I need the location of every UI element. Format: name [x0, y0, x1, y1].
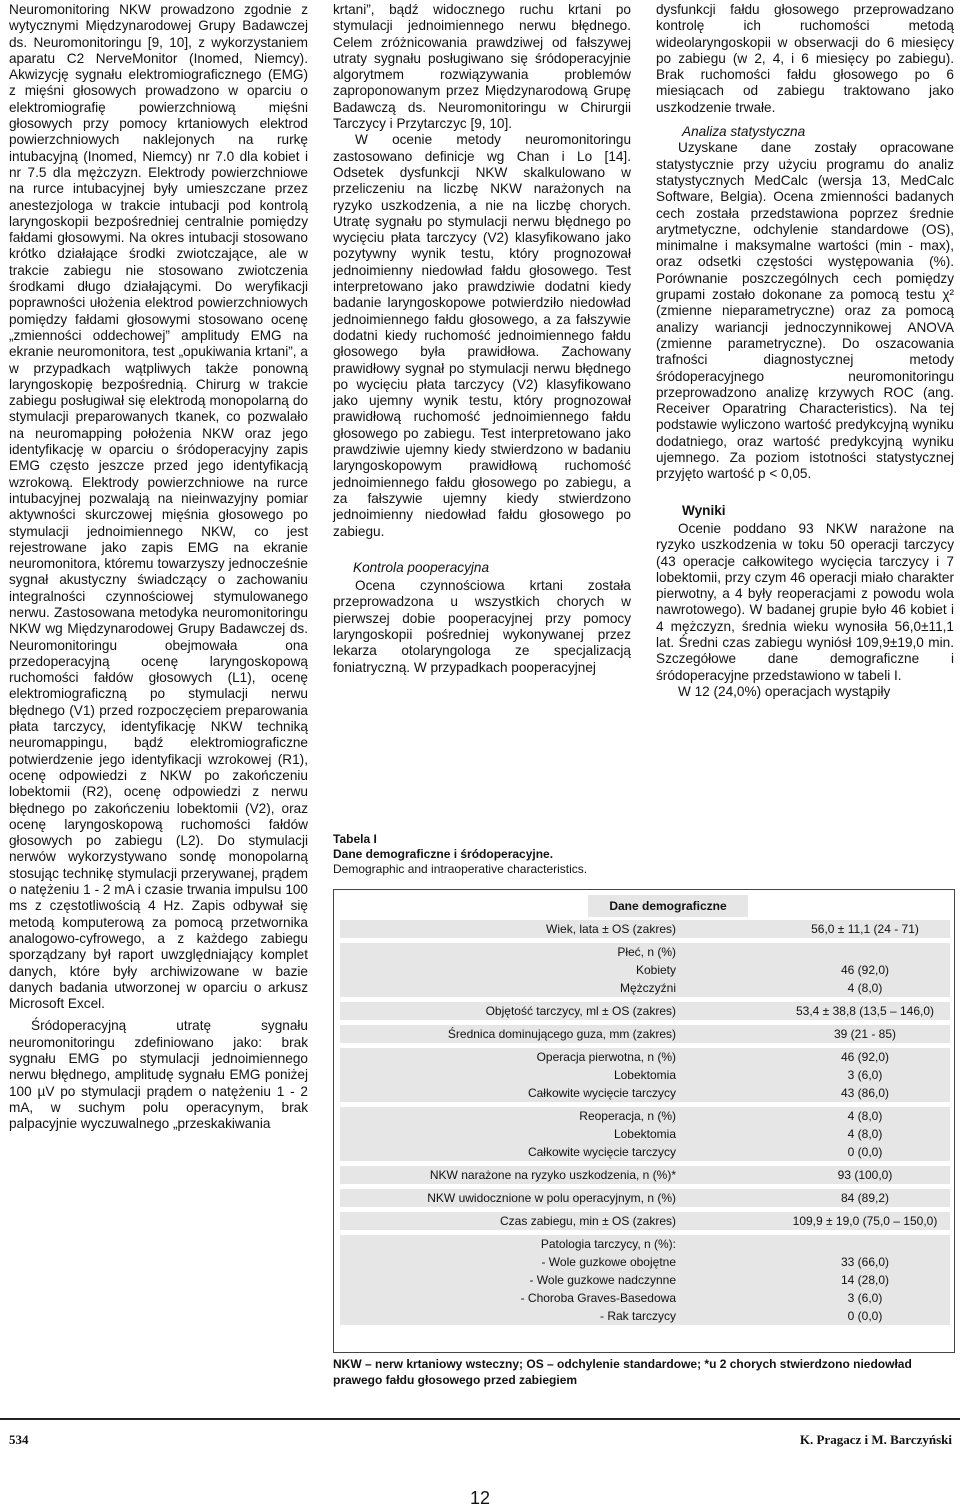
table-footnote: NKW – nerw krtaniowy wsteczny; OS – odchylenie standardowe; *u 2 chorych stwierdzono niedowład prawego fałdu głosowego przed zabiegiem: [333, 1357, 912, 1387]
row-label: Lobektomia: [613, 1127, 676, 1141]
table-title-en: Demographic and intraoperative characteristics.: [333, 862, 588, 876]
table-row: [340, 1307, 950, 1325]
table-title-pl: Dane demograficzne i śródoperacyjne.: [333, 847, 554, 861]
paragraph: W 12 (24,0%) operacjach wystąpiły: [678, 683, 891, 699]
row-label: NKW uwidocznione w polu operacyjnym, n (%): [427, 1191, 676, 1205]
row-label: Patologia tarczycy, n (%):: [540, 1237, 676, 1251]
running-authors: K. Pragacz i M. Barczyński: [799, 1432, 952, 1447]
table-row: [340, 1235, 950, 1253]
row-label: Mężczyźni: [619, 981, 676, 995]
page-number: 534: [9, 1432, 29, 1447]
row-value: 4 (8,0): [847, 981, 883, 995]
row-value: 43 (86,0): [840, 1086, 890, 1100]
row-value: 93 (100,0): [837, 1168, 893, 1182]
row-label: Lobektomia: [613, 1068, 676, 1082]
footer-divider: [0, 1418, 960, 1420]
table-row: [340, 1253, 950, 1271]
paragraph: krtani”, bądź widocznego ruchu krtani po stymulacji jednoimiennego nerwu błędnego. Celem zróżnicowania prawdziwej od fałszywej utraty sygnału posługiwano się śródoperacyjnie algorytmem rozwiązywania problemów zaproponowanym przez Międzynarodową Grupę Badawczą ds. Neuromonitoringu w Chirurgii Tarczycy i Przytarczyc [9, 10].: [333, 2, 631, 132]
row-value: 33 (66,0): [840, 1255, 890, 1269]
text-column-3: [656, 2, 954, 700]
table-row: [340, 1166, 950, 1184]
row-value: 14 (28,0): [840, 1273, 890, 1287]
row-label: Całkowite wycięcie tarczycy: [527, 1145, 676, 1159]
row-label: Objętość tarczycy, ml ± OS (zakres): [485, 1004, 676, 1018]
table-label: Tabela I: [333, 832, 377, 846]
row-label: - Wole guzkowe obojętne: [541, 1255, 676, 1269]
row-label: Średnica dominującego guza, mm (zakres): [447, 1027, 676, 1041]
section-heading: Kontrola pooperacyjna: [353, 559, 490, 575]
demographics-table: [333, 889, 955, 1353]
row-value: 4 (8,0): [847, 1109, 883, 1123]
row-label: Czas zabiegu, min ± OS (zakres): [500, 1214, 676, 1228]
row-label: Kobiety: [635, 963, 676, 977]
row-value: 84 (89,2): [840, 1191, 890, 1205]
bottom-page-number: 12: [469, 1488, 491, 1508]
row-label: Całkowite wycięcie tarczycy: [527, 1086, 676, 1100]
row-value: 46 (92,0): [840, 963, 890, 977]
table-row: [340, 943, 950, 961]
table-row: [340, 1107, 950, 1125]
row-label: - Choroba Graves-Basedowa: [520, 1291, 676, 1305]
row-value: 56,0 ± 11,1 (24 - 71): [811, 922, 919, 936]
paragraph: Śródoperacyjną utratę sygnału neuromonitoringu zdefiniowano jako: brak sygnału EMG po stymulacji jednoimiennego nerwu błędnego, amplitudę sygnału EMG poniżej 100 µV po stymulacji prądem o natężeniu 1 - 2 mA, w suchym polu operacynym, brak palpacyjnie wyczuwalnego „przeskakiwania: [9, 1018, 308, 1132]
table-row-group: [340, 1107, 950, 1161]
table-row: [340, 1002, 950, 1020]
table-row: [340, 1143, 950, 1161]
paragraph: W ocenie metody neuromonitoringu zastosowano definicje wg Chan i Lo [14]. Odsetek dysfunkcji NKW skalkulowano w przeliczeniu na liczbę NKW narażonych na ryzyko uszkodzenia, a nie na liczbę chorych. Utratę sygnału po stymulacji nerwu błędnego po wycięciu płata tarczycy (V2) klasyfikowano jako pozytywny wynik testu, który prognozował jednoimienny niedowład fałdu głosowego. Test interpretowano jako prawdziwie dodatni kiedy badanie laryngoskopowe potwierdziło niedowład jednoimiennego fałdu głosowego, a za fałszywie dodatni kiedy ruchomość jednoimiennego fałdu głosowego była prawidłowa. Zachowany prawidłowy sygnał po stymulacji nerwu błędnego po wycięciu płata tarczycy (V2) klasyfikowano jako ujemny wynik testu, który prognozował prawidłową ruchomość jednoimiennego fałdu głosowego po zabiegu. Test interpretowano jako prawdziwie ujemny kiedy stwierdzono w badaniu laryngoskopowym prawidłową ruchomość jednoimiennego fałdu głosowego po zabiegu, a za fałszywie ujemny kiedy stwierdzono jednoimienny niedowład fałdu głosowego po zabiegu.: [333, 132, 631, 539]
row-value: 53,4 ± 38,8 (13,5 – 146,0): [795, 1004, 935, 1018]
row-value: 3 (6,0): [847, 1068, 883, 1082]
table-header: Dane demograficzne: [588, 895, 748, 917]
row-label: Operacja pierwotna, n (%): [536, 1050, 676, 1064]
row-value: 4 (8,0): [847, 1127, 883, 1141]
table-row: [340, 1066, 950, 1084]
table-row: [340, 1189, 950, 1207]
row-label: Reoperacja, n (%): [579, 1109, 676, 1123]
paragraph: Neuromonitoring NKW prowadzono zgodnie z wytycznymi Międzynarodowej Grupy Badawczej ds. Neuromonitoringu [9, 10], z wykorzystaniem aparatu C2 NerveMonitor (Inomed, Niemcy). Akwizycję sygnału elektromiograficznego (EMG) z mięśni głosowych prowadzono w oparciu o elektromiografię powierzchniową mięśni głosowych przy pomocy krtaniowych elektrod powierzchniowych naklejonych na rurkę intubacyjną (Inomed, Niemcy) nr 7.0 dla kobiet i nr 7.5 dla mężczyzn. Elektrody powierzchniowe na rurce intubacyjnej były umieszczane przez anestezjologa w trakcie intubacji pod kontrolą laryngoskopii bezpośredniej centralnie pomiędzy fałdami głosowymi. Na okres intubacji stosowano krótko działające środki zwiotczające, ale w trakcie zabiegu nie stosowano zwiotczenia środkami długo działającymi. Do weryfikacji poprawności ułożenia elektrod powierzchniowych pomiędzy fałdami głosowymi stosowano ocenę „zmienności oddechowej” amplitudy EMG na ekranie neuromonitora, test „opukiwania krtani”, a w przypadkach wątpliwych także ponowną laryngoskopię bezpośrednią. Chirurg w trakcie zabiegu posługiwał się elektrodą monopolarną do stymulacji preparowanych tkanek, co pozwalało na neuromapping położenia NKW oraz jego identyfikację w oparciu o śródoperacyjny zapis EMG często jeszcze przed jego identyfikacją wzrokową. Elektrody powierzchniowe na rurce intubacyjnej pozwalają na nieinwazyjny pomiar aktywności skurczowej mięśnia głosowego po stymulacji jednoimiennego NKW, co jest rejestrowane jako zapis EMG na ekranie neuromonitora, któremu towarzyszy jednocześnie sygnał akustyczny świadczący o zachowaniu integralności czynnościowej stymulowanego nerwu. Zastosowana metodyka neuromonitoringu NKW wg Międzynarodowej Grupy Badawczej ds. Neuromonitoringu obejmowała ona przedoperacyjną ocenę laryngoskopową ruchomości fałdów głosowych (L1), ocenę elektromiograficzną po stymulacji nerwu błędnego (V1) przed rozpoczęciem preparowania płata tarczycy, identyfikację NKW techniką neuromappingu, bądź elektromiograficzne potwierdzenie jego identyfikacji wzrokowej (R1), ocenę odpowiedzi z NKW po zakończeniu lobektomii (R2), ocenę odpowiedzi z nerwu błędnego po zakończeniu lobektomii (V2), oraz ocenę laryngoskopową ruchomości fałdów głosowych po zabiegu (L2). Do stymulacji nerwów wykorzystywano sondę monopolarną stosując technikę stymulacji przerywanej, prądem o natężeniu 1 - 2 mA i czasie trwania impulsu 100 ms z częstotliwością 4 Hz. Zapis odbywał się metodą komputerową za pomocą przetwornika analogowo-cyfrowego, a z każdego zabiegu sporządzany był raport uwzględniający komplet danych, które były archiwizowane w bazie danych badania utworzonej w oparciu o arkusz Microsoft Excel.: [9, 2, 308, 1012]
paragraph: dysfunkcji fałdu głosowego przeprowadzano kontrolę ich ruchomości metodą wideolaryngoskopii w obserwacji do 6 miesięcy po zabiegu (w 2, 4, i 6 miesięcy po zabiegu). Brak ruchomości fałdu głosowego po 6 miesiącach od zabiegu traktowano jako uszkodzenie trwałe.: [656, 2, 954, 115]
table-row-group: [340, 1189, 950, 1207]
table-row-group: [340, 1212, 950, 1230]
table-row: [340, 1271, 950, 1289]
table-row-group: [340, 1048, 950, 1102]
paragraph: Uzyskane dane zostały opracowane statystycznie przy użyciu programu do analiz statystycznych MedCalc (wersja 13, MedCalc Software, Belgia). Ocena zmienności badanych cech została przedstawiona poprzez średnie arytmetyczne, odchylenie standardowe (OS), minimalne i maksymalne wartości (min - max), oraz odsetki częstości występowania (%). Porównanie poszczególnych cech pomiędzy grupami zostało dokonane za pomocą testu χ² (zmienne nieparametryczne) oraz za pomocą analizy wariancji jednoczynnikowej ANOVA (zmienne parametryczne). Do oszacowania trafności diagnostycznej metody śródoperacyjnego neuromonitoringu przeprowadzono analizę krzywych ROC (ang. Receiver Oparatring Characteristics). Na tej podstawie wyliczono wartość predykcyjną wyniku dodatniego, oraz wartość predykcyjną wyniku ujemnego. Za poziom istotności statystycznej przyjęto wartość p < 0,05.: [656, 140, 954, 482]
row-value: 109,9 ± 19,0 (75,0 – 150,0): [792, 1214, 938, 1228]
table-row-group: [340, 1025, 950, 1043]
table-row-group: [340, 943, 950, 997]
section-heading: Analiza statystyczna: [682, 124, 806, 140]
table-row: [340, 1125, 950, 1143]
table-row-group: [340, 1002, 950, 1020]
table-caption: [333, 832, 958, 877]
row-value: 39 (21 - 85): [833, 1027, 897, 1041]
paragraph: Ocenie poddano 93 NKW narażone na ryzyko uszkodzenia w toku 50 operacji tarczycy (43 operacje całkowitego wycięcia tarczycy i 7 lobektomii, przy czym 46 operacji miało charakter pierwotny, a 4 były reoperacjami z powodu wola nawrotowego). W badanej grupie było 46 kobiet i 4 mężczyzn, średnia wieku wynosiła 56,0±11,1 lat. Średni czas zabiegu wyniósł 109,9±19,0 min. Szczegółowe dane demograficzne i śródoperacyjne przedstawiono w tabeli I.: [656, 520, 954, 683]
row-label: - Rak tarczycy: [599, 1309, 676, 1323]
table-row: [340, 1048, 950, 1066]
table-row: [340, 920, 950, 938]
row-value: 0 (0,0): [847, 1145, 883, 1159]
table-row: [340, 961, 950, 979]
table-row: [340, 1289, 950, 1307]
row-label: Wiek, lata ± OS (zakres): [546, 922, 676, 936]
row-label: NKW narażone na ryzyko uszkodzenia, n (%)*: [429, 1168, 676, 1182]
table-row-group: [340, 920, 950, 938]
row-value: 0 (0,0): [847, 1309, 883, 1323]
table-row: [340, 1212, 950, 1230]
row-label: - Wole guzkowe nadczynne: [529, 1273, 676, 1287]
row-value: 46 (92,0): [840, 1050, 890, 1064]
table-row-group: [340, 1166, 950, 1184]
table-row: [340, 1084, 950, 1102]
text-column-1: [9, 2, 308, 1132]
text-column-2: [333, 2, 631, 676]
row-value: 3 (6,0): [847, 1291, 883, 1305]
row-label: Płeć, n (%): [617, 945, 676, 959]
table-row: [340, 1025, 950, 1043]
table-row-group: [340, 1235, 950, 1325]
section-heading: Wyniki: [682, 502, 726, 518]
table-row: [340, 979, 950, 997]
paragraph: Ocena czynnościowa krtani została przeprowadzona u wszystkich chorych w pierwszej dobie pooperacyjnej przy pomocy laryngoskopii pośredniej wykonywanej przez lekarza otolaryngologa ze specjalizacją foniatryczną. W przypadkach pooperacyjnej: [333, 578, 631, 675]
